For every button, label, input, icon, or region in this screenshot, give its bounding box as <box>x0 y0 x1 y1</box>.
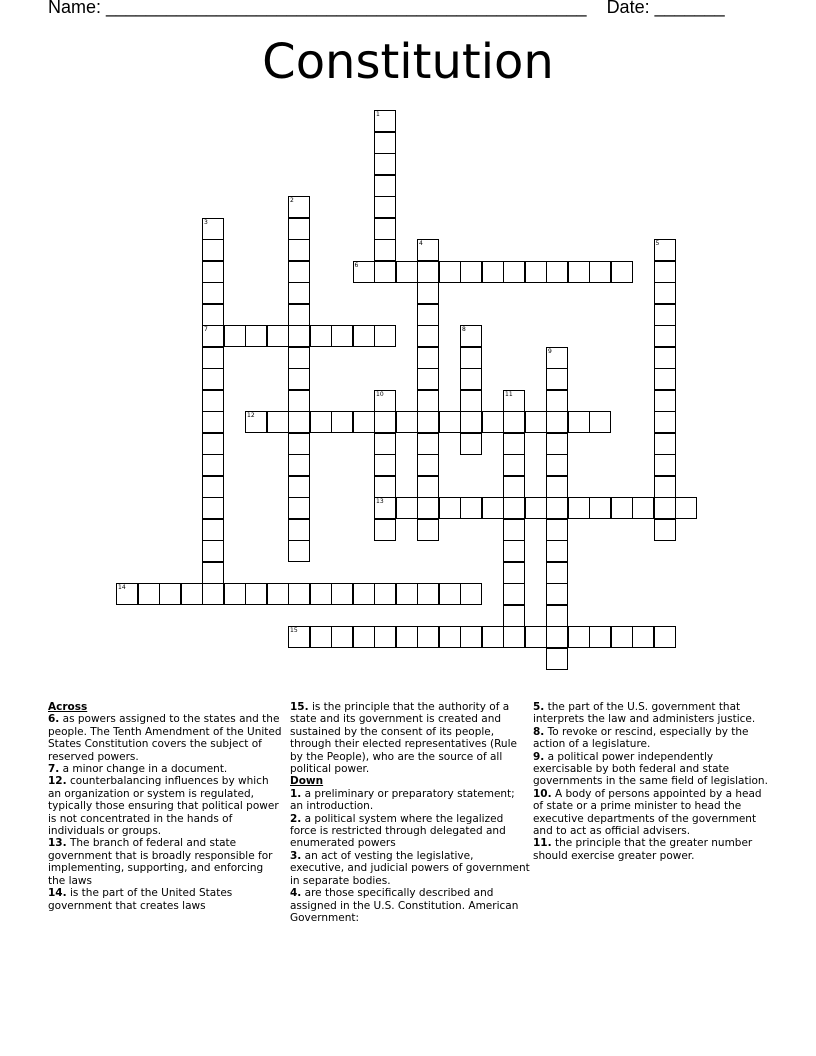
crossword-cell[interactable] <box>288 261 310 283</box>
crossword-cell[interactable] <box>503 497 525 519</box>
crossword-cell[interactable] <box>503 605 525 627</box>
crossword-cell[interactable] <box>546 497 568 519</box>
crossword-cell[interactable] <box>288 282 310 304</box>
crossword-cell[interactable] <box>654 282 676 304</box>
crossword-cell[interactable] <box>546 433 568 455</box>
cell-number: 3 <box>204 218 208 226</box>
crossword-cell[interactable] <box>417 497 439 519</box>
cell-number: 5 <box>655 240 660 247</box>
cell-number: 12 <box>247 412 255 419</box>
across-clue-13: 13. The branch of federal and state government that is broadly responsible for implementing, supporting, and enforcing the laws <box>48 837 273 887</box>
crossword-cell[interactable] <box>654 325 676 347</box>
crossword-cell[interactable] <box>460 390 482 412</box>
crossword-cell[interactable] <box>503 519 525 541</box>
cell-number: 6 <box>354 261 359 269</box>
crossword-cell[interactable] <box>589 261 611 283</box>
cell-number: 14 <box>118 584 126 591</box>
crossword-cell[interactable] <box>202 304 224 326</box>
crossword-cell[interactable] <box>417 454 439 476</box>
crossword-cell[interactable] <box>525 411 547 433</box>
crossword-cell[interactable] <box>460 261 482 283</box>
crossword-cell[interactable] <box>503 583 525 605</box>
crossword-cell[interactable] <box>525 626 547 648</box>
crossword-cell[interactable] <box>503 261 525 283</box>
crossword-cell[interactable] <box>310 411 332 433</box>
cell-number: 9 <box>548 347 552 355</box>
crossword-cell[interactable] <box>202 562 224 584</box>
crossword-cell[interactable] <box>417 325 439 347</box>
crossword-cell[interactable] <box>439 497 461 519</box>
crossword-cell[interactable] <box>310 583 332 605</box>
crossword-cell[interactable] <box>353 261 375 283</box>
crossword-cell[interactable] <box>245 411 267 433</box>
crossword-cell[interactable] <box>288 304 310 326</box>
cell-number: 15 <box>290 627 298 634</box>
crossword-cell[interactable] <box>568 626 590 648</box>
crossword-cell[interactable] <box>482 411 504 433</box>
crossword-cell[interactable] <box>525 261 547 283</box>
crossword-cell[interactable] <box>546 583 568 605</box>
down-clue-4: 4. are those specifically described and assigned in the U.S. Constitution. American Government: <box>290 887 519 924</box>
crossword-cell[interactable] <box>546 261 568 283</box>
clues-column-3 <box>533 701 768 862</box>
crossword-cell[interactable] <box>374 218 396 240</box>
crossword-cell[interactable] <box>353 325 375 347</box>
crossword-cell[interactable] <box>460 583 482 605</box>
crossword-cell[interactable] <box>654 454 676 476</box>
crossword-cell[interactable] <box>288 476 310 498</box>
crossword-cell[interactable] <box>503 411 525 433</box>
crossword-cell[interactable] <box>396 583 418 605</box>
crossword-cell[interactable] <box>202 454 224 476</box>
puzzle-title: Constitution <box>262 34 554 90</box>
down-clue-2: 2. a political system where the legalized force is restricted through delegated and enumerated powers <box>290 812 506 850</box>
crossword-cell[interactable] <box>288 325 310 347</box>
crossword-cell[interactable] <box>374 433 396 455</box>
crossword-cell[interactable] <box>353 626 375 648</box>
crossword-cell[interactable] <box>654 626 676 648</box>
crossword-cell[interactable] <box>116 583 138 605</box>
crossword-cell[interactable] <box>374 497 396 519</box>
crossword-cell[interactable] <box>374 583 396 605</box>
crossword-cell[interactable] <box>288 196 310 218</box>
name-field-label: Name: ________________________________________________ <box>48 0 587 17</box>
crossword-cell[interactable] <box>374 153 396 175</box>
down-clue-10: 10. A body of persons appointed by a head of state or a prime minister to head the executive departments of the government and to act as official advisers. <box>533 787 762 838</box>
cell-number: 8 <box>462 326 466 333</box>
crossword-cell[interactable] <box>331 626 353 648</box>
crossword-cell[interactable] <box>417 282 439 304</box>
crossword-cell[interactable] <box>245 583 267 605</box>
crossword-cell[interactable] <box>202 282 224 304</box>
crossword-cell[interactable] <box>374 325 396 347</box>
crossword-cell[interactable] <box>374 454 396 476</box>
crossword-cell[interactable] <box>503 433 525 455</box>
crossword-cell[interactable] <box>546 454 568 476</box>
crossword-cell[interactable] <box>202 390 224 412</box>
crossword-cell[interactable] <box>460 347 482 369</box>
crossword-cell[interactable] <box>654 476 676 498</box>
crossword-cell[interactable] <box>288 497 310 519</box>
crossword-cell[interactable] <box>396 497 418 519</box>
cell-number: 7 <box>204 326 208 333</box>
crossword-cell[interactable] <box>202 476 224 498</box>
crossword-cell[interactable] <box>267 583 289 605</box>
crossword-cell[interactable] <box>654 519 676 541</box>
crossword-cell[interactable] <box>417 261 439 283</box>
crossword-cell[interactable] <box>202 239 224 261</box>
crossword-cell[interactable] <box>417 390 439 412</box>
down-clue-9: 9. a political power independently exercisable by both federal and state governments in the same field of legislation. <box>533 750 768 788</box>
crossword-cell[interactable] <box>288 540 310 562</box>
crossword-cell[interactable] <box>288 239 310 261</box>
cell-number: 4 <box>419 240 423 247</box>
crossword-cell[interactable] <box>310 325 332 347</box>
crossword-cell[interactable] <box>482 497 504 519</box>
crossword-cell[interactable] <box>374 239 396 261</box>
crossword-cell[interactable] <box>310 626 332 648</box>
crossword-cell[interactable] <box>417 347 439 369</box>
crossword-cell[interactable] <box>417 519 439 541</box>
crossword-cell[interactable] <box>546 390 568 412</box>
crossword-cell[interactable] <box>202 583 224 605</box>
crossword-cell[interactable] <box>331 411 353 433</box>
crossword-cell[interactable] <box>417 368 439 390</box>
crossword-cell[interactable] <box>654 368 676 390</box>
crossword-cell[interactable] <box>374 261 396 283</box>
crossword-cell[interactable] <box>482 261 504 283</box>
crossword-cell[interactable] <box>503 626 525 648</box>
crossword-cell[interactable] <box>288 433 310 455</box>
crossword-cell[interactable] <box>202 218 224 240</box>
crossword-cell[interactable] <box>632 626 654 648</box>
crossword-cell[interactable] <box>396 411 418 433</box>
down-clue-11: 11. the principle that the greater number should exercise greater power. <box>533 837 753 862</box>
crossword-cell[interactable] <box>245 325 267 347</box>
crossword-cell[interactable] <box>417 411 439 433</box>
crossword-cell[interactable] <box>374 175 396 197</box>
cell-number: 11 <box>505 390 513 398</box>
crossword-cell[interactable] <box>181 583 203 605</box>
crossword-cell[interactable] <box>288 368 310 390</box>
crossword-cell[interactable] <box>460 368 482 390</box>
crossword-cell[interactable] <box>503 540 525 562</box>
crossword-cell[interactable] <box>503 390 525 412</box>
cell-number: 2 <box>290 197 294 204</box>
down-clue-1: 1. a preliminary or preparatory statement; an introduction. <box>290 787 515 813</box>
crossword-cell[interactable] <box>331 325 353 347</box>
down-clue-5: 5. the part of the U.S. government that interprets the law and administers justice. <box>533 701 756 726</box>
across-clue-12: 12. counterbalancing influences by which an organization or system is regulated, typically those ensuring that political power is not concentrated in the hands of individuals or groups. <box>48 775 279 838</box>
crossword-cell[interactable] <box>611 261 633 283</box>
crossword-cell[interactable] <box>546 626 568 648</box>
crossword-cell[interactable] <box>546 562 568 584</box>
crossword-cell[interactable] <box>374 196 396 218</box>
crossword-cell[interactable] <box>202 368 224 390</box>
crossword-cell[interactable] <box>460 626 482 648</box>
crossword-cell[interactable] <box>202 497 224 519</box>
crossword-cell[interactable] <box>202 347 224 369</box>
across-clue-14: 14. is the part of the United States government that creates laws <box>48 887 233 912</box>
crossword-cell[interactable] <box>396 626 418 648</box>
crossword-cell[interactable] <box>611 497 633 519</box>
crossword-cell[interactable] <box>460 433 482 455</box>
crossword-cell[interactable] <box>374 411 396 433</box>
crossword-cell[interactable] <box>546 519 568 541</box>
crossword-cell[interactable] <box>374 626 396 648</box>
crossword-cell[interactable] <box>503 476 525 498</box>
crossword-cell[interactable] <box>224 583 246 605</box>
crossword-cell[interactable] <box>374 519 396 541</box>
crossword-cell[interactable] <box>288 411 310 433</box>
crossword-cell[interactable] <box>589 411 611 433</box>
crossword-cell[interactable] <box>546 648 568 670</box>
date-field-label: Date: _______ <box>606 0 725 17</box>
crossword-cell[interactable] <box>417 304 439 326</box>
cell-number: 10 <box>376 390 384 398</box>
down-clue-3: 3. an act of vesting the legislative, executive, and judicial powers of government in separate bodies. <box>290 849 530 887</box>
crossword-cell[interactable] <box>417 626 439 648</box>
across-heading: Across <box>48 701 88 713</box>
crossword-cell[interactable] <box>353 583 375 605</box>
crossword-cell[interactable] <box>288 390 310 412</box>
crossword-cell[interactable] <box>589 626 611 648</box>
down-heading: Down <box>290 775 324 788</box>
crossword-cell[interactable] <box>288 626 310 648</box>
crossword-cell[interactable] <box>138 583 160 605</box>
crossword-cell[interactable] <box>654 239 676 261</box>
crossword-cell[interactable] <box>331 583 353 605</box>
clues-column-1 <box>48 701 283 912</box>
crossword-cell[interactable] <box>202 411 224 433</box>
crossword-cell[interactable] <box>417 433 439 455</box>
crossword-cell[interactable] <box>525 497 547 519</box>
cell-number: 1 <box>376 111 380 118</box>
crossword-cell[interactable] <box>675 497 697 519</box>
crossword-cell[interactable] <box>374 390 396 412</box>
crossword-cell[interactable] <box>439 261 461 283</box>
crossword-cell[interactable] <box>654 304 676 326</box>
crossword-cell[interactable] <box>202 540 224 562</box>
crossword-cell[interactable] <box>288 347 310 369</box>
crossword-cell[interactable] <box>374 476 396 498</box>
crossword-cell[interactable] <box>439 626 461 648</box>
crossword-cell[interactable] <box>267 325 289 347</box>
crossword-cell[interactable] <box>546 605 568 627</box>
crossword-cell[interactable] <box>417 583 439 605</box>
crossword-cell[interactable] <box>396 261 418 283</box>
crossword-cell[interactable] <box>202 433 224 455</box>
crossword-cell[interactable] <box>546 347 568 369</box>
crossword-cell[interactable] <box>374 132 396 154</box>
crossword-cell[interactable] <box>288 519 310 541</box>
across-clue-15: 15. is the principle that the authority of a state and its government is created and sustained by the consent of its people, through their elected representatives (Rule by the People), who are the source of all political power. <box>290 701 517 776</box>
crossword-cell[interactable] <box>482 626 504 648</box>
crossword-cell[interactable] <box>353 411 375 433</box>
crossword-cell[interactable] <box>654 347 676 369</box>
crossword-cell[interactable] <box>654 390 676 412</box>
crossword-cell[interactable] <box>654 411 676 433</box>
crossword-cell[interactable] <box>546 476 568 498</box>
across-clue-6: 6. as powers assigned to the states and the people. The Tenth Amendment of the United States Constitution covers the subject of reserved powers. <box>48 713 282 763</box>
crossword-cell[interactable] <box>568 411 590 433</box>
crossword-cell[interactable] <box>568 261 590 283</box>
crossword-cell[interactable] <box>503 562 525 584</box>
crossword-cell[interactable] <box>546 368 568 390</box>
crossword-cell[interactable] <box>460 497 482 519</box>
crossword-cell[interactable] <box>503 454 525 476</box>
crossword-cell[interactable] <box>654 261 676 283</box>
crossword-cell[interactable] <box>202 325 224 347</box>
crossword-cell[interactable] <box>460 411 482 433</box>
crossword-cell[interactable] <box>288 583 310 605</box>
crossword-cell[interactable] <box>159 583 181 605</box>
crossword-cell[interactable] <box>439 583 461 605</box>
crossword-cell[interactable] <box>611 626 633 648</box>
crossword-cell[interactable] <box>202 261 224 283</box>
crossword-cell[interactable] <box>439 411 461 433</box>
crossword-cell[interactable] <box>568 497 590 519</box>
crossword-cell[interactable] <box>632 497 654 519</box>
crossword-cell[interactable] <box>546 540 568 562</box>
crossword-cell[interactable] <box>546 411 568 433</box>
clues-column-2 <box>290 701 530 924</box>
crossword-cell[interactable] <box>654 497 676 519</box>
crossword-cell[interactable] <box>589 497 611 519</box>
crossword-cell[interactable] <box>288 218 310 240</box>
crossword-cell[interactable] <box>202 519 224 541</box>
crossword-cell[interactable] <box>224 325 246 347</box>
across-clue-7: 7. a minor change in a document. <box>48 763 228 776</box>
down-clue-8: 8. To revoke or rescind, especially by the action of a legislature. <box>533 725 749 751</box>
crossword-cell[interactable] <box>374 110 396 132</box>
cell-number: 13 <box>376 498 384 505</box>
crossword-cell[interactable] <box>460 325 482 347</box>
crossword-cell[interactable] <box>654 433 676 455</box>
crossword-cell[interactable] <box>288 454 310 476</box>
crossword-cell[interactable] <box>417 239 439 261</box>
crossword-cell[interactable] <box>417 476 439 498</box>
crossword-cell[interactable] <box>267 411 289 433</box>
